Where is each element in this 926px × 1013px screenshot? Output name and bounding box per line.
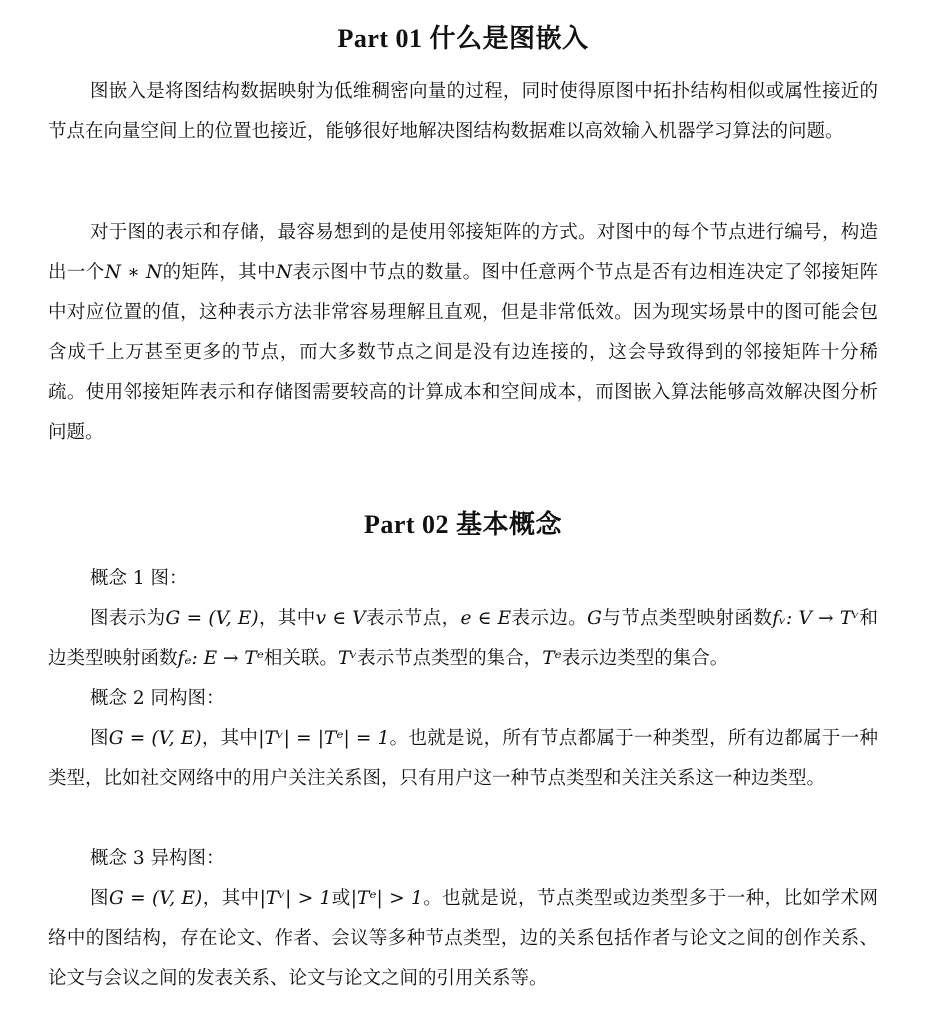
c1-t9: 表示边类型的集合。 bbox=[561, 648, 729, 669]
para2-text-c: 表示图中节点的数量。图中任意两个节点是否有边相连决定了邻接矩阵中对应位置的值，这种表示方法非常容易理解且直观，但是非常低效。因为现实场景中的图可能会包含成千上万甚至更多的节点，而大多数节点之间是没有边连接的，这会导致得到的邻接矩阵十分稀疏。使用邻接矩阵表示和存储图需要较高的计算成本和空间成本，而图嵌入算法能够高效解决图分析问题。 bbox=[48, 262, 878, 443]
paragraph-adjacency-matrix bbox=[48, 213, 878, 453]
c1-t1: 图表示为 bbox=[90, 608, 166, 629]
concept1-label: 概念 1 图： bbox=[90, 568, 188, 589]
c3-m3: |Tᵉ| > 1 bbox=[350, 888, 423, 909]
para2-text-a: 对于图的表示和存储，最容易想到的是使用邻接矩阵的方式。对图中的每个节点进行编号，构造出一个 bbox=[48, 222, 878, 283]
math-n: N bbox=[276, 262, 293, 283]
concept1-text bbox=[48, 599, 878, 679]
c2-t3: 。也就是说，所有节点都属于一种类型，所有边都属于一种类型，比如社交网络中的用户关注关系图，只有用户这一种节点类型和关注关系这一种边类型。 bbox=[48, 728, 878, 789]
c1-m4: G bbox=[587, 608, 602, 629]
c2-t2: ，其中 bbox=[201, 728, 259, 749]
c3-m2: |Tᵛ| > 1 bbox=[259, 888, 332, 909]
c1-t3: 表示节点， bbox=[365, 608, 461, 629]
c2-m1: G = (V, E) bbox=[108, 728, 202, 749]
c1-m3: e ∈ E bbox=[460, 608, 512, 629]
para2-text-b: 的矩阵，其中 bbox=[162, 262, 276, 283]
c1-t5: 与节点类型映射函数 bbox=[601, 608, 773, 629]
concept2-label: 概念 2 同构图： bbox=[90, 688, 225, 709]
c1-m8: Tᵛ bbox=[337, 648, 358, 669]
c1-m5: fᵥ: V → bbox=[772, 608, 834, 629]
c1-t7: 相关联。 bbox=[263, 648, 338, 669]
c1-t4: 表示边。 bbox=[511, 608, 588, 629]
c3-t1: 图 bbox=[90, 888, 109, 909]
c3-t2: ，其中 bbox=[202, 888, 260, 909]
c1-t2: ，其中 bbox=[258, 608, 316, 629]
concept3-text bbox=[48, 879, 878, 999]
math-n-by-n: N ∗ N bbox=[104, 262, 163, 283]
c1-m1: G = (V, E) bbox=[165, 608, 259, 629]
c2-t1: 图 bbox=[90, 728, 109, 749]
c3-t4: 。也就是说，节点类型或边类型多于一种，比如学术网络中的图结构，存在论文、作者、会议等多种节点类型，边的关系包括作者与论文之间的创作关系、论文与会议之间的发表关系、论文与论文之间的引用关系等。 bbox=[48, 888, 878, 989]
c2-m2: |Tᵛ| = |Tᵉ| = 1 bbox=[258, 728, 390, 749]
c1-t6: 和边类型映射函数 bbox=[48, 608, 878, 669]
concept3-label: 概念 3 异构图： bbox=[90, 848, 225, 869]
section-title-part01: Part 01 什么是图嵌入 bbox=[337, 24, 589, 53]
c1-m2: v ∈ V bbox=[315, 608, 366, 629]
c3-t3: 或 bbox=[331, 888, 351, 909]
concept2-text bbox=[48, 719, 878, 799]
c1-m9: Tᵉ bbox=[542, 648, 562, 669]
paragraph-definition: 图嵌入是将图结构数据映射为低维稠密向量的过程，同时使得原图中拓扑结构相似或属性接近的节点在向量空间上的位置也接近，能够很好地解决图结构数据难以高效输入机器学习算法的问题。 bbox=[48, 81, 878, 142]
c1-t8: 表示节点类型的集合， bbox=[357, 648, 543, 669]
c3-m1: G = (V, E) bbox=[108, 888, 203, 909]
c1-m7: fₑ: E → Tᵉ bbox=[177, 648, 264, 669]
c1-m6: Tᵛ bbox=[839, 608, 860, 629]
section-title-part02: Part 02 基本概念 bbox=[363, 510, 563, 539]
